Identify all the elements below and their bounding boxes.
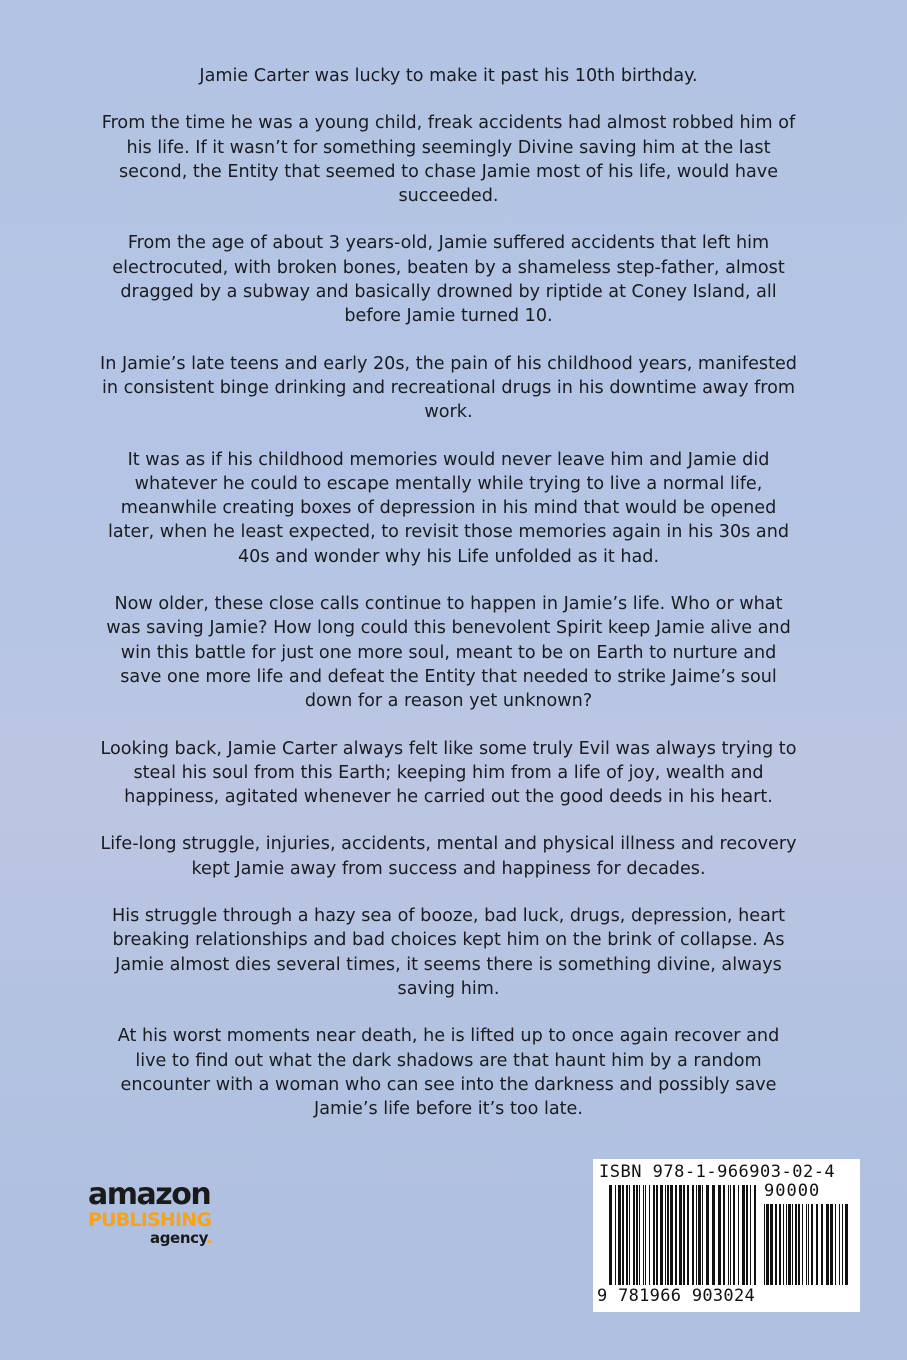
barcode-bar	[723, 1185, 725, 1285]
barcode-bar	[618, 1185, 621, 1285]
barcode-bar	[835, 1204, 836, 1285]
ean-barcode-bars	[609, 1185, 757, 1285]
barcode-bar	[830, 1204, 833, 1285]
barcode-bar	[660, 1185, 663, 1285]
isbn-label: ISBN 978-1-966903-02-4	[599, 1162, 836, 1182]
barcode-bar	[816, 1204, 818, 1285]
barcode-bar	[615, 1185, 616, 1285]
barcode-bar	[792, 1204, 793, 1285]
barcode-bar	[626, 1185, 628, 1285]
barcode-bar	[687, 1185, 689, 1285]
barcode-bar	[696, 1185, 697, 1285]
barcode-bar	[670, 1185, 673, 1285]
logo-line-publishing: PUBLISHING	[88, 1209, 212, 1231]
barcode-bar	[702, 1185, 703, 1285]
barcode-bar	[746, 1185, 748, 1285]
barcode-bar	[636, 1185, 638, 1285]
barcode-bar	[733, 1185, 735, 1285]
barcode-bar	[786, 1204, 787, 1285]
blurb-paragraph: From the time he was a young child, freak accidents had almost robbed him of his life. If it wasn’t for something seemingly Divine saving him at the last second, the Entity that seemed to chase Jamie most of his life, would have succeeded.	[101, 113, 796, 207]
barcode-bar	[802, 1204, 803, 1285]
blurb-paragraph: Looking back, Jamie Carter always felt like some truly Evil was always trying to steal his soul from this Earth; keeping him from a life of joy, wealth and happiness, agitated whenever he carried out the good deeds in his heart.	[100, 738, 797, 808]
barcode-bar	[764, 1204, 765, 1285]
barcode-bar	[795, 1204, 797, 1285]
barcode-bar	[783, 1204, 784, 1285]
barcode-bar	[842, 1204, 843, 1285]
barcode-bar	[622, 1185, 624, 1285]
barcode-bar	[656, 1185, 658, 1285]
barcode-bar	[667, 1185, 669, 1285]
price-code: 90000	[764, 1181, 821, 1201]
barcode-bar	[653, 1185, 655, 1285]
blurb-paragraph: From the age of about 3 years-old, Jamie suffered accidents that left him electrocuted, with broken bones, beaten by a shameless step-father, almost dragged by a subway and basically drowned by riptide at Coney Island, all before Jamie turned 10.	[112, 233, 785, 327]
barcode-bar	[775, 1204, 777, 1285]
barcode-bar	[826, 1204, 829, 1285]
blurb-paragraph: Now older, these close calls continue to happen in Jamie’s life. Who or what was saving Jamie? How long could this benevolent Spirit keep Jamie alive and win this battle for just one more soul, meant to be on Earth to nurture and save one more life and defeat the Entity that needed to strike Jaime’s soul down for a reason yet unknown?	[106, 594, 791, 712]
blurb-paragraph: His struggle through a hazy sea of booze, bad luck, drugs, depression, heart breaking relationships and bad choices kept him on the brink of collapse. As Jamie almost dies several times, it seems there is something divine, always saving him.	[112, 906, 785, 999]
barcode-bar	[643, 1185, 644, 1285]
blurb-paragraph: Jamie Carter was lucky to make it past his 10th birthday.	[199, 66, 698, 86]
barcode-bar	[798, 1204, 800, 1285]
blurb-paragraph: Life-long struggle, injuries, accidents, mental and physical illness and recovery kept Jamie away from success and happiness for decades.	[100, 834, 797, 879]
logo-line-agency: agency.	[150, 1229, 212, 1247]
barcode-bar	[712, 1185, 715, 1285]
barcode-bar	[665, 1185, 666, 1285]
barcode-bar	[728, 1185, 729, 1285]
barcode-bar	[633, 1185, 635, 1285]
barcode-bar	[718, 1185, 721, 1285]
barcode-bar	[811, 1204, 813, 1285]
back-cover-blurb	[100, 64, 797, 1144]
blurb-paragraph: It was as if his childhood memories would never leave him and Jamie did whatever he could to escape mentally while trying to live a normal life, meanwhile creating boxes of depression in his mind that would be opened later, when he least expected, to revisit those memories again in his 30s and 40s and wonder why his Life unfolded as it had.	[107, 449, 790, 567]
blurb-paragraph: In Jamie’s late teens and early 20s, the pain of his childhood years, manifested in consistent binge drinking and recreational drugs in his downtime away from work.	[100, 353, 797, 423]
barcode-bar	[639, 1185, 640, 1285]
barcode-bar	[675, 1185, 677, 1285]
isbn-barcode	[593, 1159, 860, 1312]
barcode-bar	[692, 1185, 694, 1285]
barcode-bar	[845, 1204, 848, 1285]
barcode-bar	[706, 1185, 709, 1285]
barcode-bar	[766, 1204, 769, 1285]
barcode-bar	[679, 1185, 682, 1285]
barcode-bar	[698, 1185, 701, 1285]
barcode-bar	[738, 1185, 739, 1285]
barcode-bar	[750, 1185, 751, 1285]
barcode-bar	[821, 1204, 823, 1285]
ean-digits: 9 781966 903024	[597, 1286, 756, 1306]
logo-line-amazon: amazon	[88, 1177, 211, 1212]
barcode-bar	[754, 1185, 756, 1285]
barcode-bar	[788, 1204, 791, 1285]
barcode-bar	[806, 1204, 807, 1285]
barcode-bar	[609, 1185, 612, 1285]
barcode-bar	[645, 1185, 646, 1285]
barcode-bar	[839, 1204, 840, 1285]
addon-barcode-bars	[764, 1204, 850, 1285]
barcode-bar	[649, 1185, 650, 1285]
barcode-bar	[808, 1204, 809, 1285]
barcode-bar	[742, 1185, 745, 1285]
barcode-bar	[770, 1204, 773, 1285]
barcode-bar	[629, 1185, 630, 1285]
barcode-bar	[730, 1185, 731, 1285]
publisher-logo	[88, 1177, 238, 1247]
barcode-bar	[779, 1204, 781, 1285]
barcode-bar	[683, 1185, 685, 1285]
blurb-paragraph: At his worst moments near death, he is lifted up to once again recover and live to find out what the dark shadows are that haunt him by a random encounter with a woman who can see into the darkness and possibly save Jamie’s life before it’s too late.	[117, 1026, 780, 1120]
